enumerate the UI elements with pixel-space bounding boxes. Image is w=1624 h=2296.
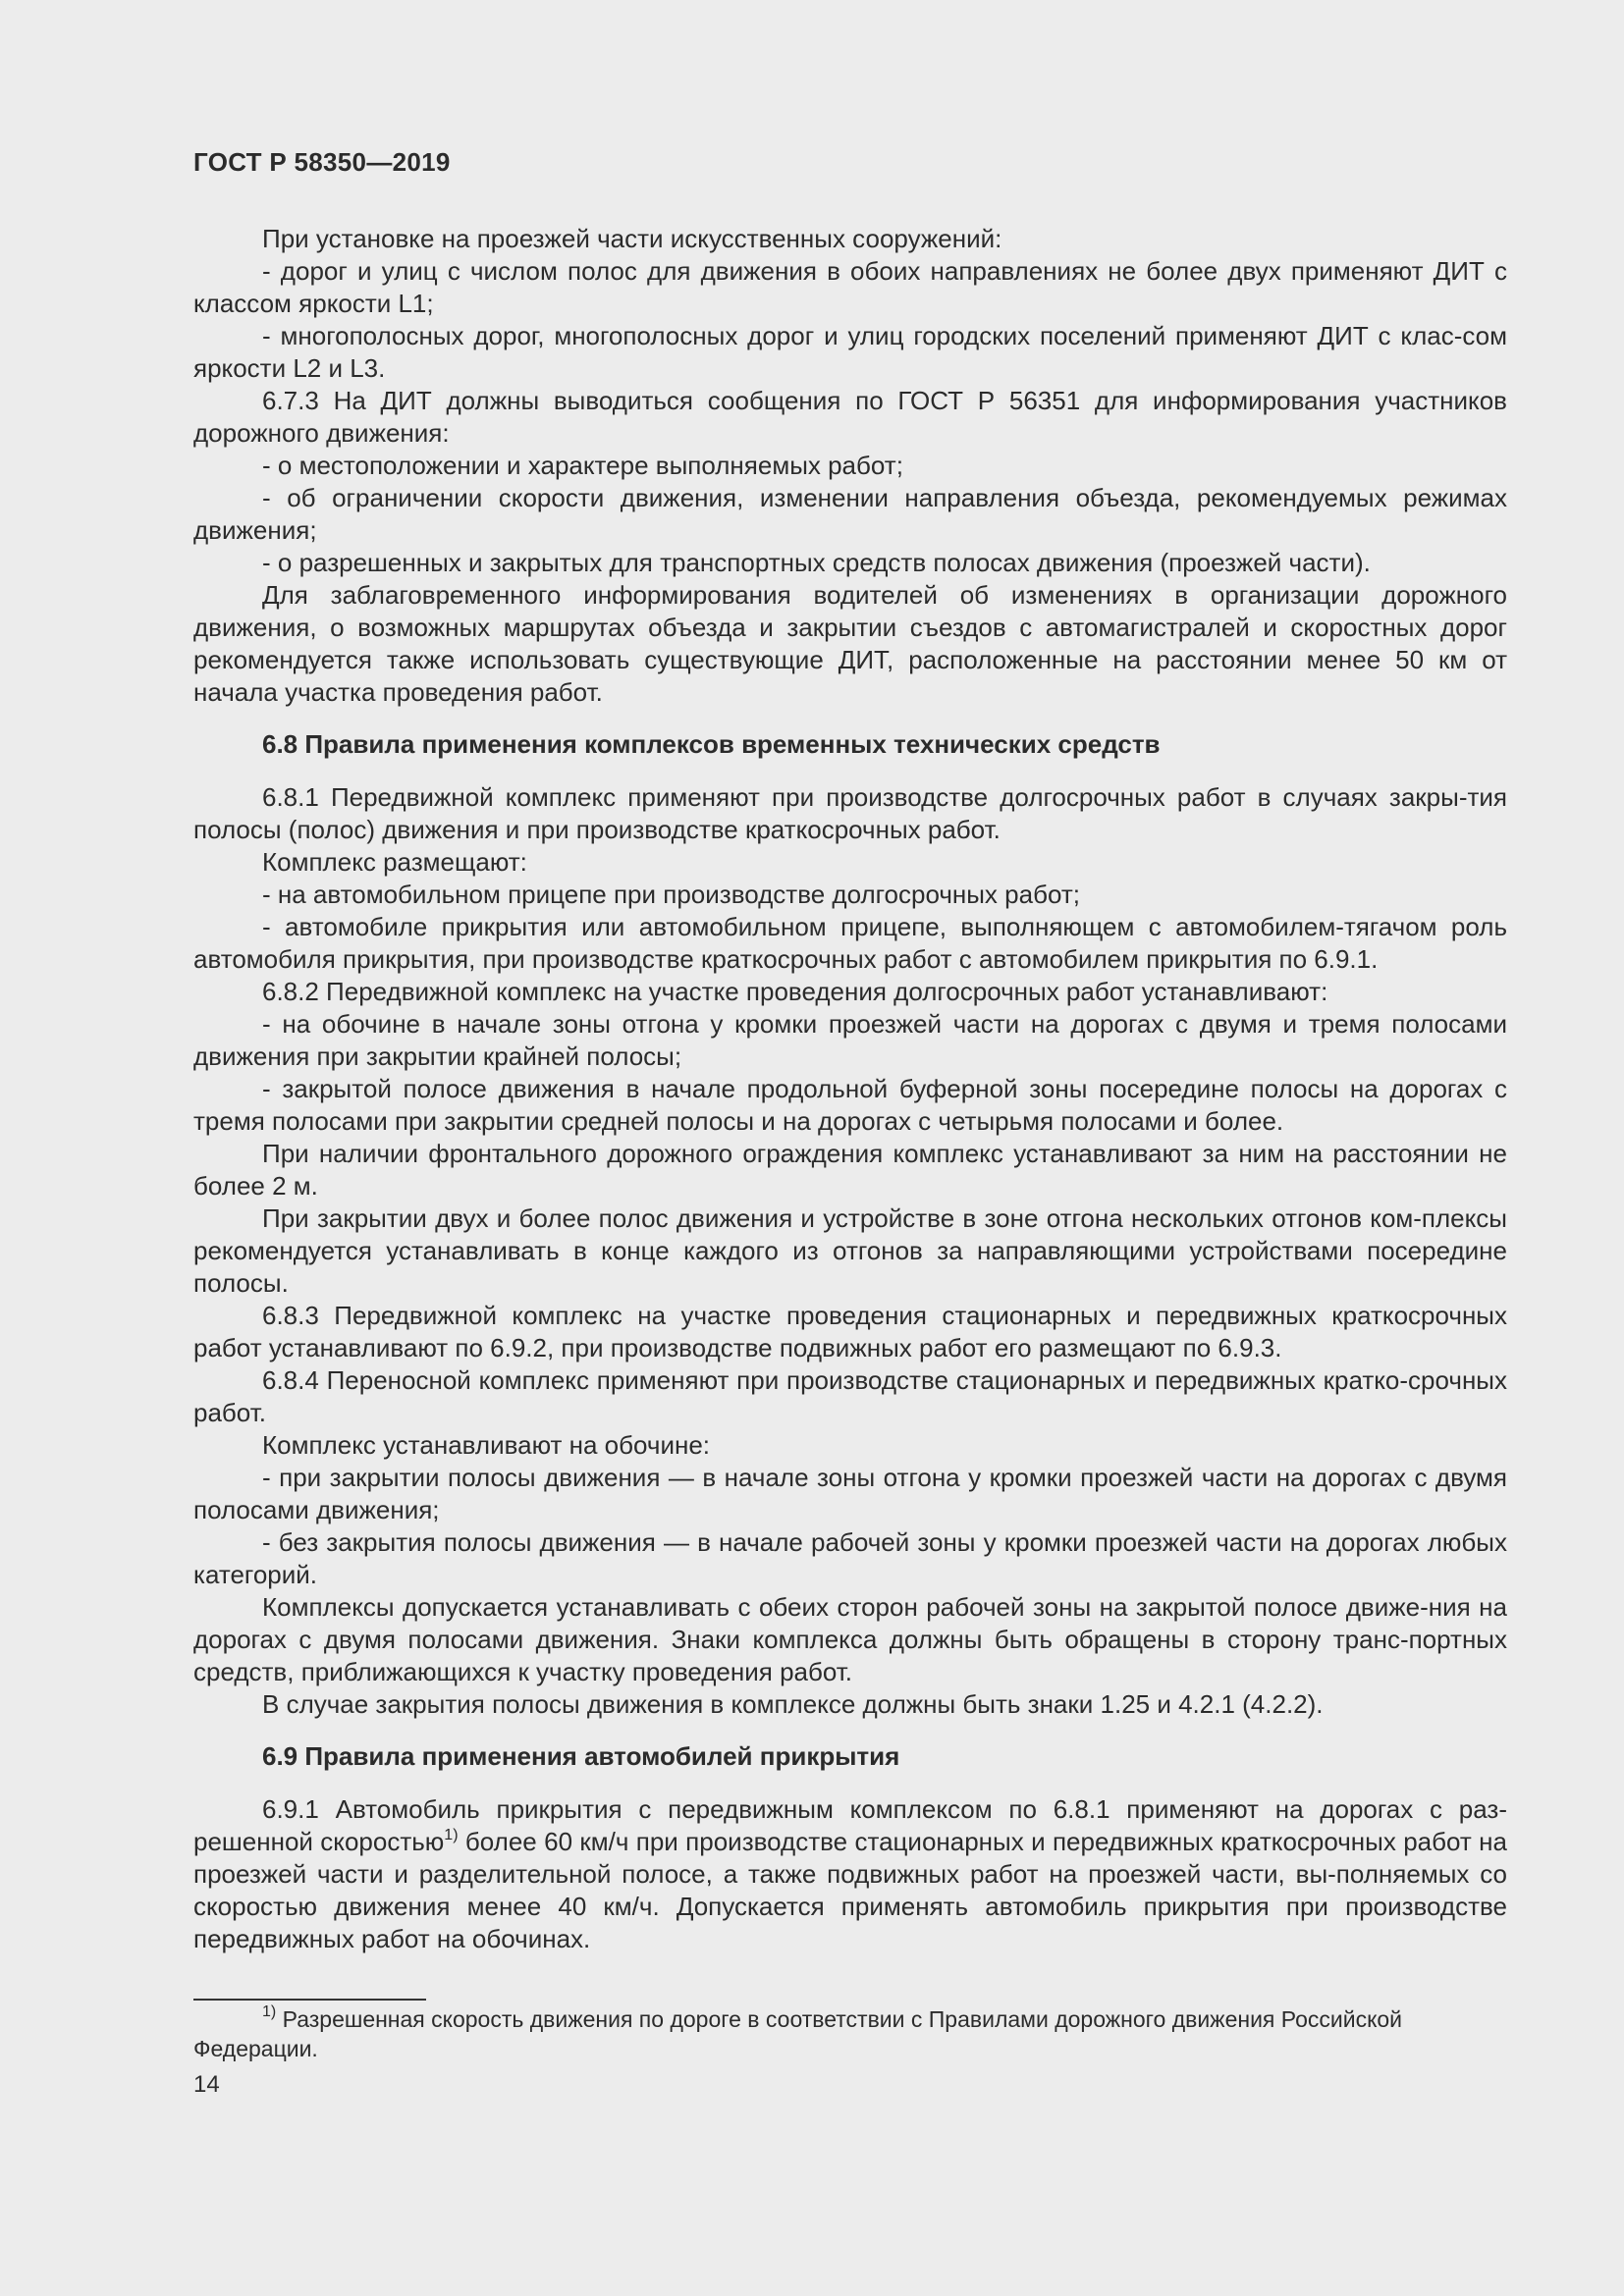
footnote-mark: 1) [262,2003,277,2020]
paragraph-text: более 60 км/ч при производстве стационарных и передвижных краткосрочных работ на проезжей части и разделительной полосе, а также подвижных работ на проезжей части, вы-полняемых со скоростью движения менее 40 км/ч. Допускается применять автомобиль прикрытия при производстве передвижных работ на обочинах. [193,1827,1507,1953]
paragraph: 6.8.4 Переносной комплекс применяют при производстве стационарных и передвижных кратко-срочных работ. [193,1365,1507,1427]
footnote-reference[interactable]: 1) [444,1827,459,1843]
list-item: - многополосных дорог, многополосных дорог и улиц городских поселений применяют ДИТ с клас-сом яркости L2 и L3. [193,321,1507,383]
list-item: - об ограничении скорости движения, изменении направления объезда, рекомендуемых режимах движения; [193,483,1507,545]
list-item: - на автомобильном прицепе при производстве долгосрочных работ; [262,880,1080,909]
footnote-text: Разрешенная скорость движения по дороге в соответствии с Правилами дорожного движения Российской Федерации. [193,2006,1403,2061]
document-header: ГОСТ Р 58350—2019 [193,147,451,177]
paragraph: 6.8.3 Передвижной комплекс на участке проведения стационарных и передвижных краткосрочных работ устанавливают по 6.9.2, при производстве подвижных работ его размещают по 6.9.3. [193,1301,1507,1362]
paragraph-text: 6.9.1 Автомобиль прикрытия с передвижным комплексом по 6.8.1 применяют на дорогах с раз-решенной скоростью [193,1794,1507,1856]
paragraph: При установке на проезжей части искусственных сооружений: [262,224,1002,253]
paragraph: Для заблаговременного информирования водителей об изменениях в организации дорожного движения, о возможных маршрутах объезда и закрытии съездов с автомагистралей и скоростных дорог рекомендуется также использовать существующие ДИТ, расположенные на расстоянии менее 50 км от начала участка проведения работ. [193,580,1507,707]
paragraph: Комплексы допускается устанавливать с обеих сторон рабочей зоны на закрытой полосе движе-ния на дорогах с двумя полосами движения. Знаки комплекса должны быть обращены в сторону транс-портных средств, приближающихся к участку проведения работ. [193,1592,1507,1686]
list-item: - закрытой полосе движения в начале продольной буферной зоны посередине полосы на дорогах с тремя полосами при закрытии средней полосы и на дорогах с четырьмя полосами и более. [193,1074,1507,1136]
list-item: - о разрешенных и закрытых для транспортных средств полосах движения (проезжей части). [262,548,1371,577]
paragraph: 6.7.3 На ДИТ должны выводиться сообщения по ГОСТ Р 56351 для информирования участников дорожного движения: [193,386,1507,448]
paragraph: 6.8.1 Передвижной комплекс применяют при производстве долгосрочных работ в случаях закры-тия полосы (полос) движения и при производстве краткосрочных работ. [193,782,1507,844]
paragraph: Комплекс размещают: [262,847,527,877]
list-item: - автомобиле прикрытия или автомобильном прицепе, выполняющем с автомобилем-тягачом роль автомобиля прикрытия, при производстве краткосрочных работ с автомобилем прикрытия по 6.9.1. [193,912,1507,974]
paragraph: В случае закрытия полосы движения в комплексе должны быть знаки 1.25 и 4.2.1 (4.2.2). [262,1689,1324,1719]
footnote [193,2004,1507,2063]
paragraph-6-9-1 [193,1793,1507,1955]
list-item: - дорог и улиц с числом полос для движения в обоих направлениях не более двух применяют ДИТ с классом яркости L1; [193,256,1507,318]
document-body [193,223,1507,1955]
section-heading: 6.8 Правила применения комплексов временных технических средств [262,729,1161,759]
paragraph: При наличии фронтального дорожного ограждения комплекс устанавливают за ним на расстоянии не более 2 м. [193,1139,1507,1201]
section-heading: 6.9 Правила применения автомобилей прикрытия [262,1741,900,1771]
paragraph: При закрытии двух и более полос движения и устройстве в зоне отгона нескольких отгонов ком-плексы рекомендуется устанавливать в конце каждого из отгонов за направляющими устройствами посередине полосы. [193,1203,1507,1298]
list-item: - на обочине в начале зоны отгона у кромки проезжей части на дорогах с двумя и тремя полосами движения при закрытии крайней полосы; [193,1009,1507,1071]
list-item: - о местоположении и характере выполняемых работ; [262,451,903,480]
paragraph: 6.8.2 Передвижной комплекс на участке проведения долгосрочных работ устанавливают: [262,977,1328,1006]
paragraph: Комплекс устанавливают на обочине: [262,1430,711,1460]
footnote-separator [193,1999,426,2001]
page-number: 14 [193,2071,220,2098]
list-item: - при закрытии полосы движения — в начале зоны отгона у кромки проезжей части на дорогах с двумя полосами движения; [193,1463,1507,1524]
list-item: - без закрытия полосы движения — в начале рабочей зоны у кромки проезжей части на дорогах любых категорий. [193,1527,1507,1589]
text-blocks [193,223,1507,1773]
